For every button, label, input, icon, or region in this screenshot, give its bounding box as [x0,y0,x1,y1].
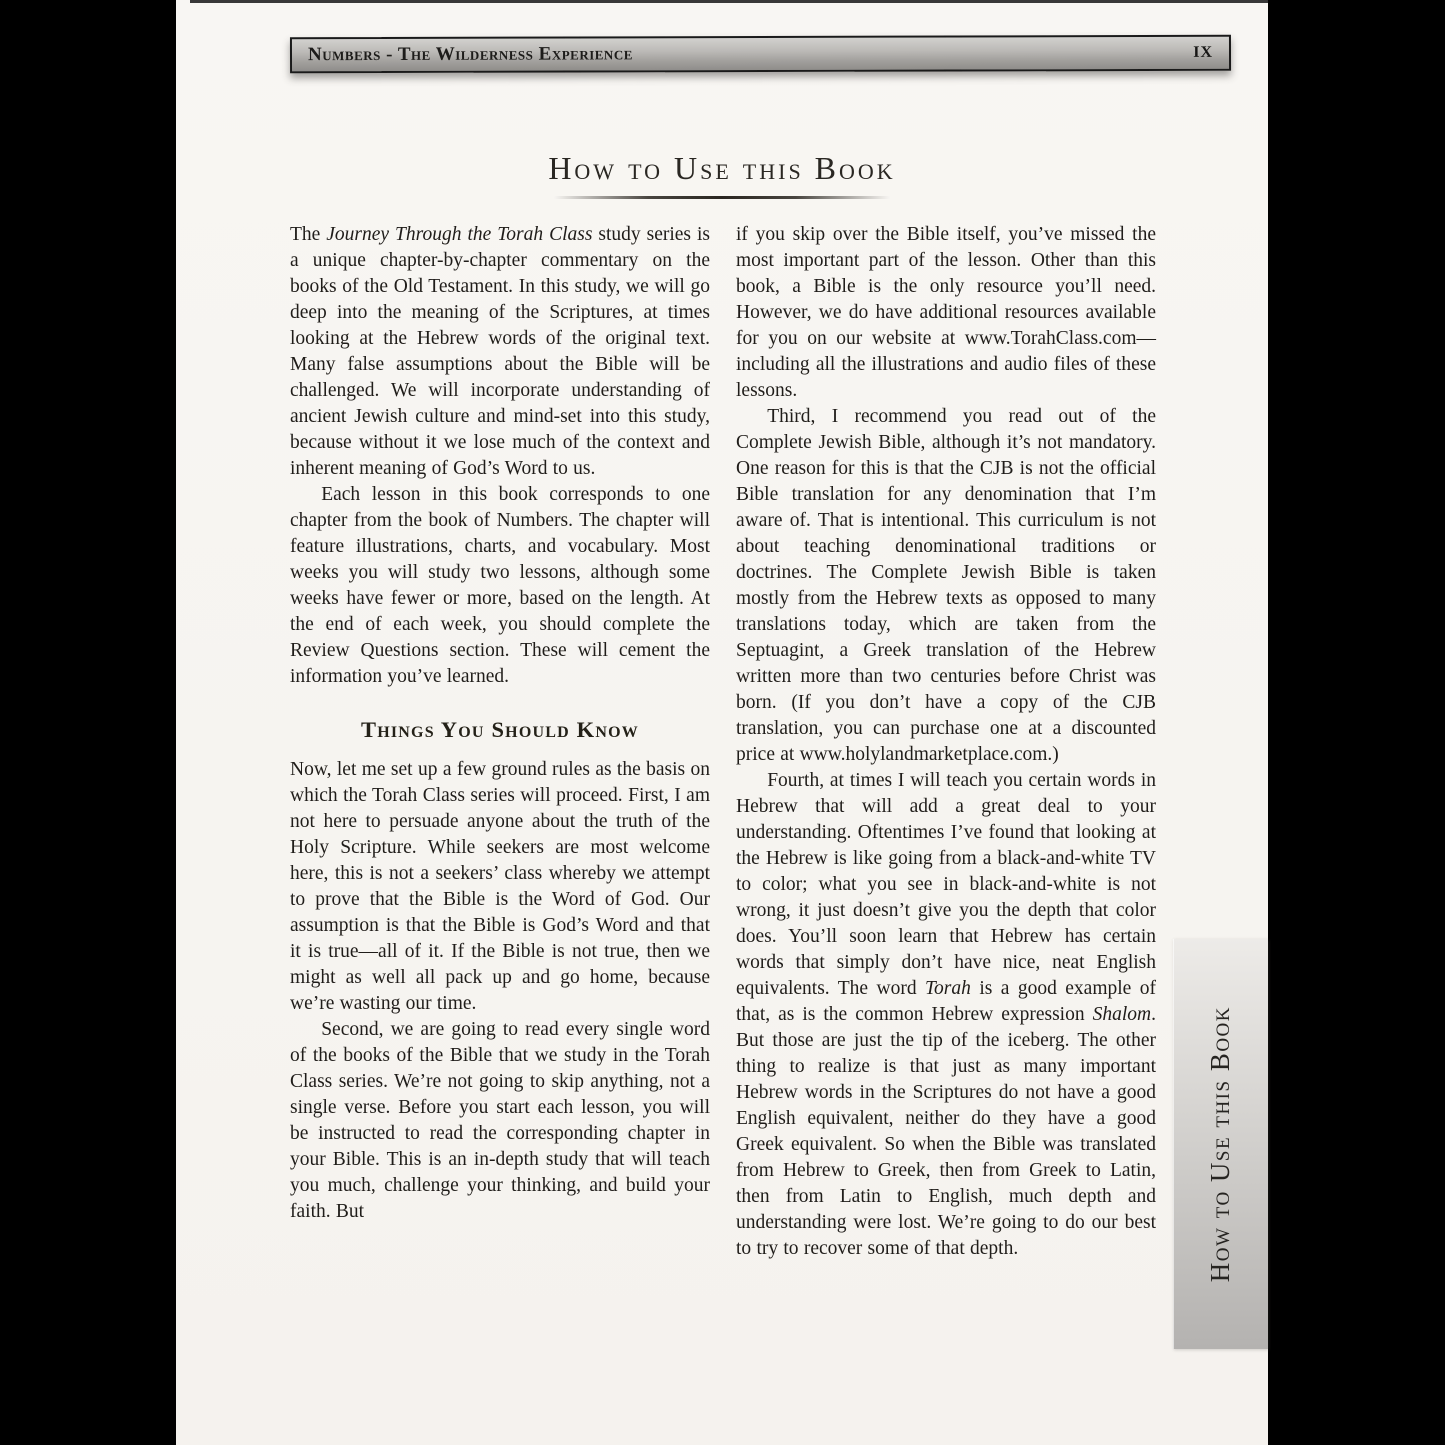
text-run: Fourth, at times I will teach you certain words in Hebrew that will add a great deal to your understanding. Oftentimes I’ve found that looking at the Hebrew is like going from a black-and-white TV to color; what you see in black-and-white is not wrong, it just doesn’t give you the depth that color does. You’ll soon learn that Hebrew has certain words that simply don’t have nice, neat English equivalents. The word [736,770,1156,999]
text-run: study series is a unique chapter-by-chapter commentary on the books of the Old Testament. In this study, we will go deep into the meaning of the Scriptures, at times looking at the Hebrew words of the original text. Many false assumptions about the Bible will be challenged. We will incorporate understanding of ancient Jewish culture and mind-set into this study, because without it we lose much of the context and inherent meaning of God’s Word to us. [290,224,710,479]
text-run: if you skip over the Bible itself, you’ve missed the most important part of the lesson. Other than this book, a Bible is the only resource you’ll need. However, we do have additional resources available for you on our website at www.TorahClass.com—including all the illustrations and audio files of these lessons. [736,224,1156,401]
running-head-title: Numbers - The Wilderness Experience [307,43,633,66]
body-paragraph [290,1017,710,1225]
book-page [176,0,1268,1445]
text-run: Each lesson in this book corresponds to one chapter from the book of Numbers. The chapter will feature illustrations, charts, and vocabulary. Most weeks you will study two lessons, although some weeks have fewer or more, based on the length. At the end of each week, you should complete the Review Questions section. These will cement the information you’ve learned. [290,484,710,687]
text-run: Second, we are going to read every single word of the books of the Bible that we study in the Torah Class series. We’re not going to skip anything, not a single verse. Before you start each lesson, you will be instructed to read the corresponding chapter in your Bible. This is an in-depth study that will teach you much, challenge your thinking, and build your faith. But [290,1019,710,1222]
running-head-bar [290,35,1231,73]
text-run: is a good example of that, as is the common Hebrew expression [736,978,1156,1025]
left-column [290,222,710,1262]
text-run: Now, let me set up a few ground rules as the basis on which the Torah Class series will proceed. First, I am not here to persuade anyone about the truth of the Holy Scripture. While seekers are most welcome here, this is not a seekers’ class whereby we attempt to prove that the Bible is the Word of God. Our assumption is that the Bible is God’s Word and that it is true—all of it. If the Bible is not true, then we might as well all pack up and go home, because we’re wasting our time. [290,759,710,1014]
photo-black-edge-right [1268,0,1445,1445]
chapter-title: How to Use this Book [548,150,896,186]
body-paragraph [736,222,1156,404]
right-column [736,222,1156,1262]
photo-black-edge-left [0,0,176,1445]
page-number: IX [1193,43,1214,61]
body-text-columns [290,222,1156,1262]
italic-term: Shalom [1092,1004,1152,1025]
body-paragraph [736,404,1156,768]
chapter-thumb-tab-label: How to Use this Book [1205,1005,1235,1283]
body-paragraph [736,768,1156,1262]
text-run: . But those are just the tip of the iceberg. The other thing to realize is that just as many important Hebrew words in the Scriptures do not have a good English equivalent, neither do they have a good Greek equivalent. So when the Bible was translated from Hebrew to Greek, then from Greek to Latin, then from Latin to English, much depth and understanding were lost. We’re going to do our best to try to recover some of that depth. [736,1004,1156,1259]
body-paragraph [290,482,710,690]
italic-term: Journey Through the Torah Class [326,224,593,245]
chapter-title-block [176,150,1268,199]
text-run: Third, I recommend you read out of the Complete Jewish Bible, although it’s not mandatory. One reason for this is that the CJB is not the official Bible translation for any denomination that I’m aware of. That is intentional. This curriculum is not about teaching denominational traditions or doctrines. The Complete Jewish Bible is taken mostly from the Hebrew texts as opposed to many translations today, which are taken from the Septuagint, a Greek translation of the Hebrew written more than two centuries before Christ was born. (If you don’t have a copy of the CJB translation, you can purchase one at a discounted price at www.holylandmarketplace.com.) [736,406,1156,765]
body-paragraph [290,757,710,1017]
chapter-thumb-tab [1173,939,1268,1349]
title-divider-rule [554,196,890,199]
body-paragraph [290,222,710,482]
italic-term: Torah [925,978,971,999]
section-heading: Things You Should Know [361,717,639,742]
page-top-edge-line [190,0,1268,3]
text-run: The [290,224,327,245]
